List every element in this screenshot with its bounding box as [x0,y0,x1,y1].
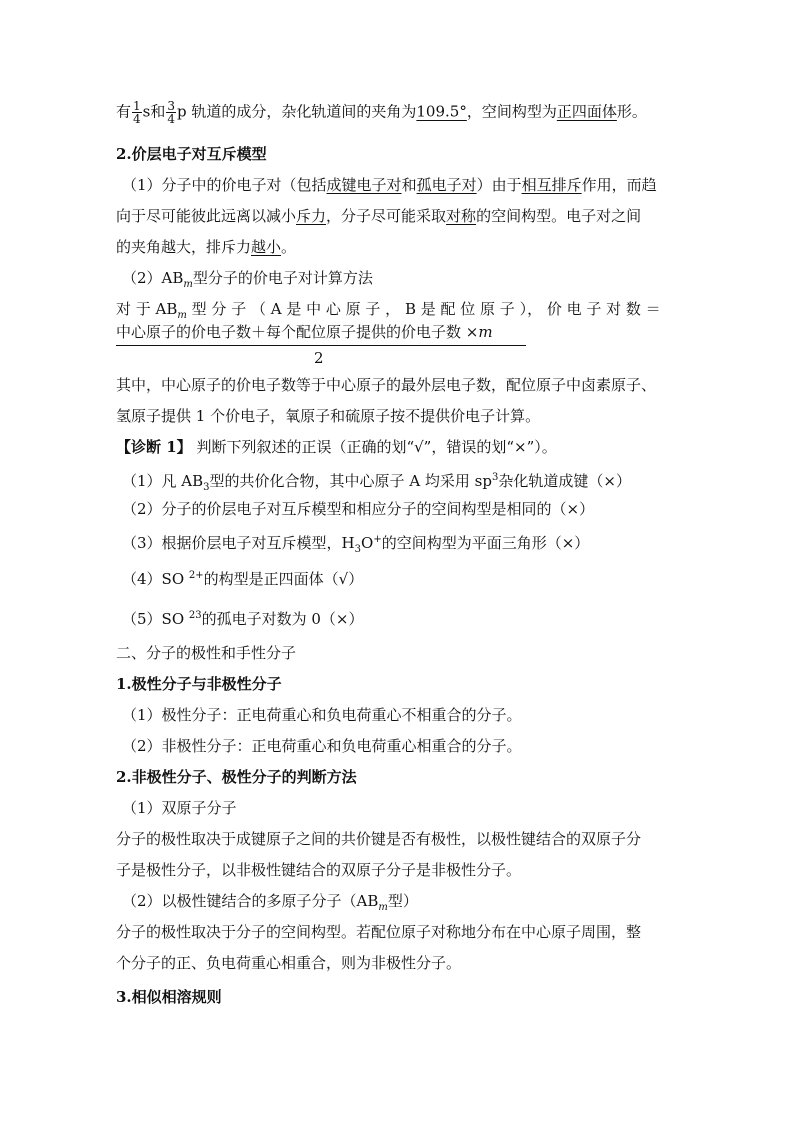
explanation-line-2: 氢原子提供 1 个价电子，氧原子和硫原子按不提供价电子计算。 [116,407,541,425]
nonpolar-definition: （2）非极性分子：正电荷重心和负电荷重心相重合的分子。 [122,737,522,755]
vsepr-para-line-2: 向于尽可能彼此远离以减小斥力，分子尽可能采取对称的空间构型。电子对之间 [116,207,642,225]
formula-denominator: 2 [314,349,324,367]
formula-fraction-bar [116,345,526,346]
fraction-three-quarters: $\frac{3}{4}$ [167,99,175,126]
question-2: （2）分子的价层电子对互斥模型和相应分子的空间构型是相同的（×） [122,500,595,518]
answer-angle: 109.5° [416,102,467,121]
diagnosis-heading: 【诊断 1】 判断下列叙述的正误（正确的划“√”，错误的划“×”）。 [116,438,557,456]
diatomic-heading: （1）双原子分子 [122,799,237,817]
question-5: （5）SO $^{23}$的孤电子对数为 0（×） [122,610,364,628]
heading-polar-nonpolar: 1.极性分子与非极性分子 [116,675,282,693]
polyatomic-heading: （2）以极性键结合的多原子分子（$AB_m$型） [122,892,418,913]
explanation-line-1: 其中，中心原子的价电子数等于中心原子的最外层电子数，配位原子中卤素原子、 [116,376,657,394]
question-3: （3）根据价层电子对互斥模型，$H_3O^+$的空间构型为平面三角形（×） [122,534,590,555]
vsepr-para-line-3: 的夹角越大，排斥力越小。 [116,238,297,256]
polyatomic-text-line-2: 个分子的正、负电荷重心相重合，则为非极性分子。 [116,954,462,972]
diatomic-text-line-2: 子是极性分子，以非极性键结合的双原子分子是非极性分子。 [116,861,522,879]
heading-vsepr: 2.价层电子对互斥模型 [116,145,267,163]
fraction-one-quarter: $\frac{1}{4}$ [133,99,141,126]
abm-definition-line: 对 于 $AB_m$ 型 分 子 （ A 是 中 心 原 子 ， B 是 配 位 原 子 ）， 价 电 子 对 数 ＝ [116,300,661,321]
heading-judgment-method: 2.非极性分子、极性分子的判断方法 [116,768,357,786]
polyatomic-text-line-1: 分子的极性取决于分子的空间构型。若配位原子对称地分布在中心原子周围，整 [116,923,642,941]
formula-numerator: 中心原子的价电子数＋每个配位原子提供的价电子数 ×m [116,323,493,341]
section-two-title: 二、分子的极性和手性分子 [116,644,297,662]
diagnosis-tag: 【诊断 1】 [116,438,192,456]
question-4: （4）SO $^{2+}$的构型是正四面体（√） [122,570,364,588]
question-1: （1）凡 $AB_3$型的共价化合物，其中心原子 A 均采用 $sp^3$杂化轨道成键（×） [122,472,631,493]
abm-calc-heading: $(2)AB_m$型分子的价电子对计算方法 [122,269,373,290]
heading-like-dissolves-like: 3.相似相溶规则 [116,988,222,1006]
polar-definition: （1）极性分子：正电荷重心和负电荷重心不相重合的分子。 [122,706,522,724]
hybrid-orbital-line: 有 $\frac{1}{4}$ s和 $\frac{3}{4}$ p 轨道的成分，杂化轨道间的夹角为109.5°，空间构型为正四面体形。 [116,99,647,126]
diatomic-text-line-1: 分子的极性取决于成键原子之间的共价键是否有极性，以极性键结合的双原子分 [116,830,642,848]
vsepr-para-line-1: （1）分子中的价电子对（包括成键电子对和孤电子对）由于相互排斥作用，而趋 [122,176,657,194]
answer-shape: 正四面体 [556,102,617,121]
